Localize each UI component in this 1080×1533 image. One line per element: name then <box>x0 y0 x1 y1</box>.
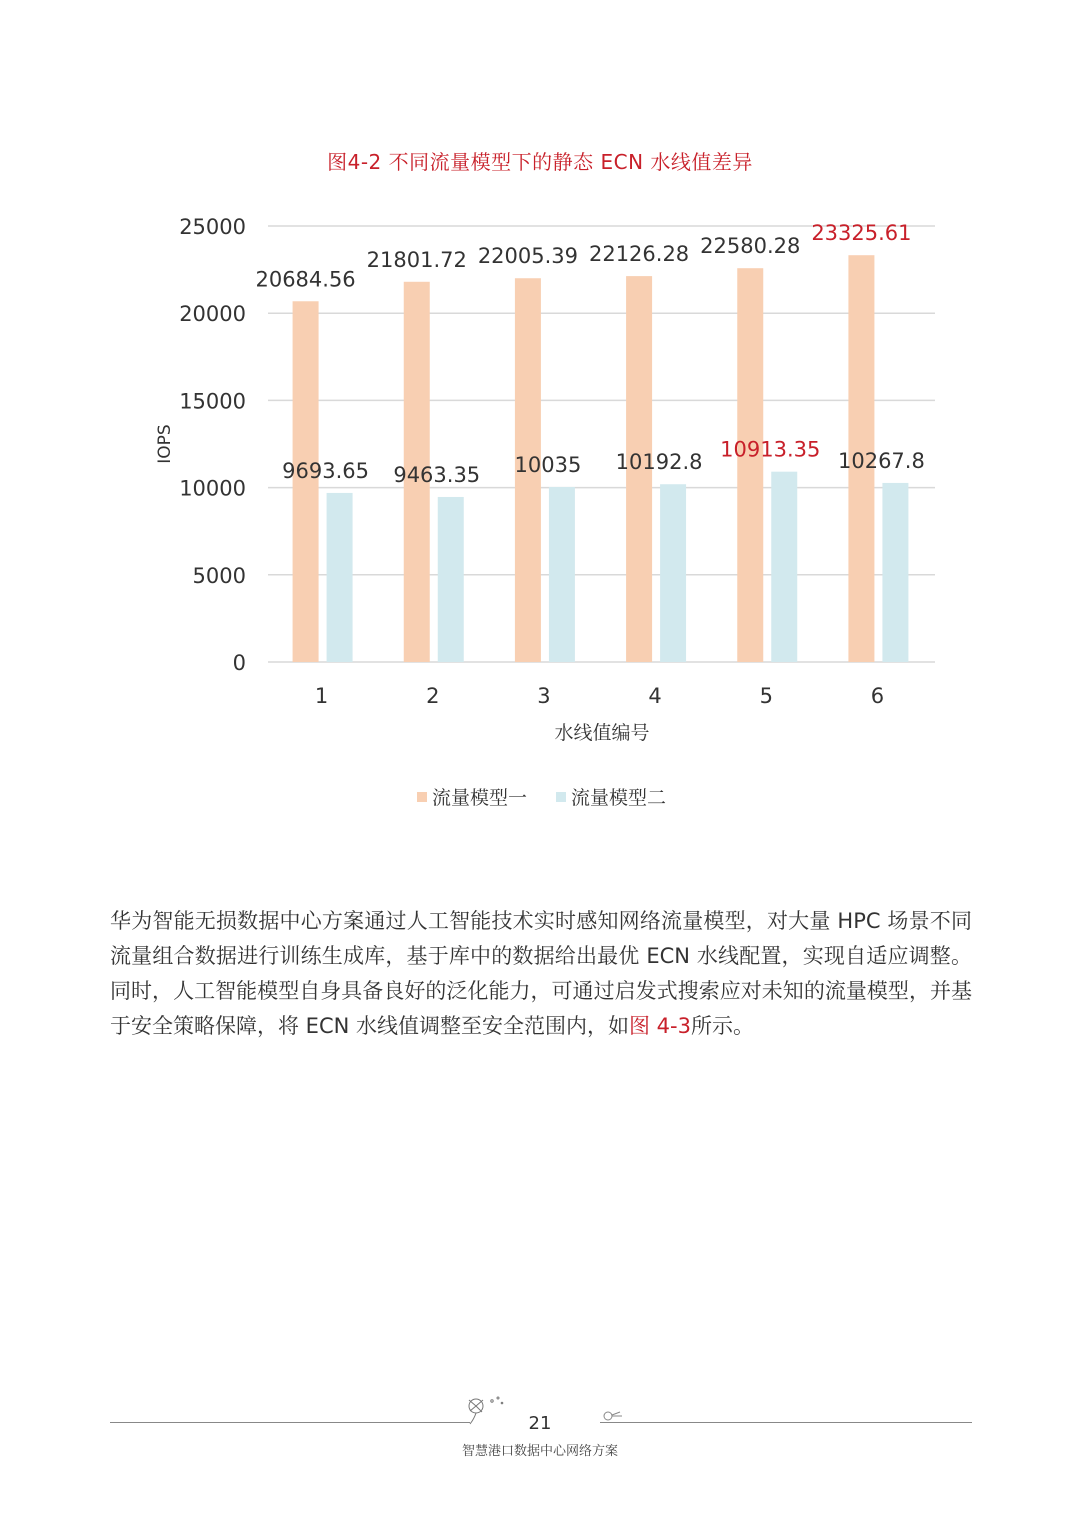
x-tick-label: 2 <box>426 684 440 708</box>
data-label-series-1: 22580.28 <box>700 234 801 259</box>
y-tick-label: 5000 <box>192 563 246 588</box>
data-label-series-1: 23325.61 <box>811 221 912 246</box>
data-label-series-1: 22126.28 <box>588 242 690 267</box>
data-label-series-2: 10267.8 <box>837 448 925 473</box>
x-tick-label: 1 <box>314 684 329 708</box>
legend-swatch-series-2 <box>556 792 566 802</box>
figure-reference-link[interactable]: 图 4-3 <box>629 1014 691 1038</box>
figure-caption: 图4-2 不同流量模型下的静态 ECN 水线值差异 <box>327 150 753 174</box>
bar-series-2 <box>438 497 464 662</box>
footer-rule-right <box>600 1422 972 1423</box>
footer-rule-left <box>110 1422 470 1423</box>
x-tick-label: 4 <box>648 684 662 708</box>
bar-series-2 <box>549 487 575 662</box>
y-tick-label: 25000 <box>179 215 246 239</box>
seed-icon <box>600 1407 626 1423</box>
y-tick-label: 15000 <box>179 389 246 414</box>
legend-label-series-1: 流量模型一 <box>432 787 528 809</box>
data-label-series-1: 21801.72 <box>366 247 467 272</box>
bar-series-1 <box>737 268 763 662</box>
data-label-series-1: 22005.39 <box>477 244 579 269</box>
bar-series-2 <box>771 472 797 662</box>
footer-title: 智慧港口数据中心网络方案 <box>461 1444 618 1459</box>
page-number: 21 <box>528 1413 552 1434</box>
data-label-series-2: 10913.35 <box>720 437 821 462</box>
legend-swatch-series-1 <box>417 792 427 802</box>
y-tick-label: 20000 <box>179 302 246 327</box>
y-tick-label: 10000 <box>179 476 246 501</box>
y-tick-label: 0 <box>232 651 246 675</box>
paragraph-tail: 所示。 <box>690 1014 754 1038</box>
data-label-series-2: 9693.65 <box>282 458 370 483</box>
bar-series-2 <box>327 493 353 662</box>
legend-label-series-2: 流量模型二 <box>571 787 667 809</box>
body-paragraph <box>110 904 972 1044</box>
x-tick-label: 3 <box>537 684 551 708</box>
bar-series-2 <box>882 483 908 662</box>
bar-series-2 <box>660 484 686 662</box>
data-label-series-2: 9463.35 <box>393 462 481 487</box>
data-label-series-2: 10192.8 <box>615 450 703 475</box>
data-label-series-2: 10035 <box>514 452 582 477</box>
x-axis-label: 水线值编号 <box>554 722 650 744</box>
paragraph-text: 华为智能无损数据中心方案通过人工智能技术实时感知网络流量模型，对大量 HPC 场景不同流量组合数据进行训练生成库，基于库中的数据给出最优 ECN 水线配置，实现自适应调整。同时，人工智能模型自身具备良好的泛化能力，可通过启发式搜索应对未知的流量模型，并基于安全策略保障，将 ECN 水线值调整至安全范围内，如 <box>110 909 972 1038</box>
x-tick-label: 5 <box>759 684 773 708</box>
y-axis-label: IOPS <box>155 424 175 464</box>
data-label-series-1: 20684.56 <box>255 267 356 292</box>
x-tick-label: 6 <box>870 684 885 708</box>
